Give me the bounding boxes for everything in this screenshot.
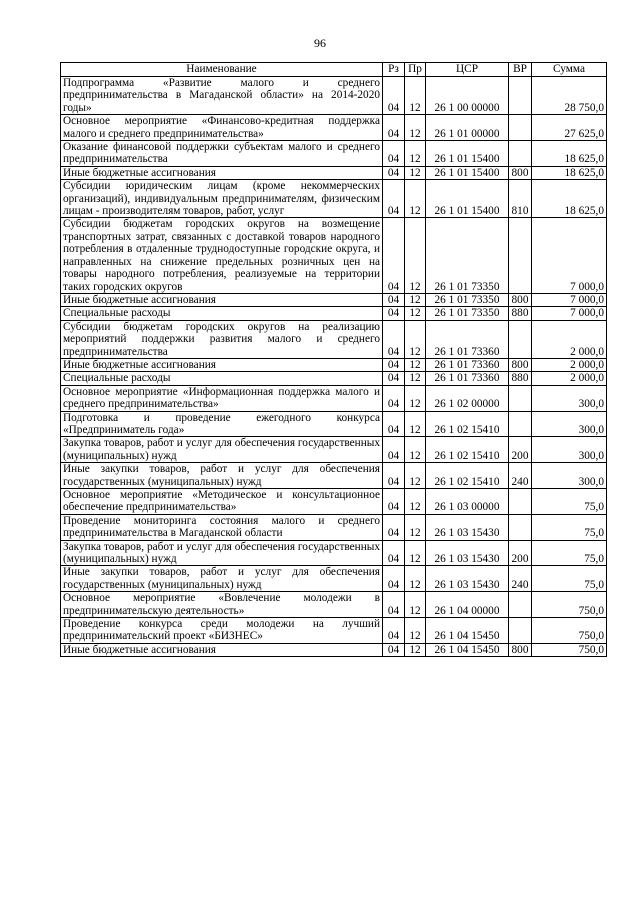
row-pr: 12 — [405, 385, 426, 411]
row-vr — [509, 514, 532, 540]
table-header-row — [61, 63, 607, 77]
row-pr: 12 — [405, 411, 426, 437]
row-pr: 12 — [405, 115, 426, 141]
row-sum: 300,0 — [532, 411, 607, 437]
table-row — [61, 463, 607, 489]
row-pr: 12 — [405, 218, 426, 293]
row-vr: 880 — [509, 307, 532, 320]
table-row — [61, 489, 607, 515]
row-csr: 26 1 01 73350 — [426, 293, 509, 306]
row-sum: 75,0 — [532, 489, 607, 515]
row-name: Проведение конкурса среди молодежи на лучший предпринимательский проект «БИЗНЕС» — [61, 618, 383, 644]
table-row — [61, 320, 607, 358]
row-pr: 12 — [405, 643, 426, 656]
row-vr: 810 — [509, 180, 532, 218]
row-pr: 12 — [405, 320, 426, 358]
row-name: Субсидии бюджетам городских округов на реализацию мероприятий поддержки развития малого и среднего предпринимательства — [61, 320, 383, 358]
table-row — [61, 385, 607, 411]
row-name: Основное мероприятие «Информационная поддержка малого и среднего предпринимательства» — [61, 385, 383, 411]
row-name: Субсидии юридическим лицам (кроме некоммерческих организаций), индивидуальным предпринимателям, физическим лицам - производителям товаров, работ, услуг — [61, 180, 383, 218]
row-csr: 26 1 03 15430 — [426, 566, 509, 592]
row-pr: 12 — [405, 592, 426, 618]
table-row — [61, 592, 607, 618]
row-rz: 04 — [383, 115, 405, 141]
row-name: Основное мероприятие «Финансово-кредитная поддержка малого и среднего предпринимательства» — [61, 115, 383, 141]
row-csr: 26 1 00 00000 — [426, 77, 509, 115]
row-rz: 04 — [383, 540, 405, 566]
row-rz: 04 — [383, 372, 405, 385]
table-row — [61, 180, 607, 218]
row-csr: 26 1 02 15410 — [426, 437, 509, 463]
table-row — [61, 218, 607, 293]
row-vr: 240 — [509, 566, 532, 592]
row-vr — [509, 218, 532, 293]
row-csr: 26 1 01 15400 — [426, 166, 509, 179]
header-pr: Пр — [405, 63, 426, 77]
header-vr: ВР — [509, 63, 532, 77]
row-pr: 12 — [405, 293, 426, 306]
row-sum: 7 000,0 — [532, 293, 607, 306]
row-rz: 04 — [383, 437, 405, 463]
row-pr: 12 — [405, 358, 426, 371]
row-vr: 880 — [509, 372, 532, 385]
row-vr — [509, 618, 532, 644]
row-vr: 800 — [509, 643, 532, 656]
row-csr: 26 1 01 15400 — [426, 180, 509, 218]
budget-table — [60, 62, 607, 657]
row-rz: 04 — [383, 463, 405, 489]
row-name: Субсидии бюджетам городских округов на возмещение транспортных затрат, связанных с доставкой товаров народного потребления в отдаленные труднодоступные городские округа, и направленных на снижение предельных розничных цен на товары народного потребления, реализуемые на территории таких городских округов — [61, 218, 383, 293]
row-rz: 04 — [383, 180, 405, 218]
row-sum: 18 625,0 — [532, 180, 607, 218]
row-csr: 26 1 04 15450 — [426, 643, 509, 656]
row-pr: 12 — [405, 141, 426, 167]
table-row — [61, 77, 607, 115]
row-vr — [509, 320, 532, 358]
row-rz: 04 — [383, 293, 405, 306]
table-row — [61, 566, 607, 592]
row-csr: 26 1 04 00000 — [426, 592, 509, 618]
row-vr: 800 — [509, 358, 532, 371]
row-name: Оказание финансовой поддержки субъектам малого и среднего предпринимательства — [61, 141, 383, 167]
row-vr: 800 — [509, 166, 532, 179]
row-csr: 26 1 02 15410 — [426, 411, 509, 437]
row-rz: 04 — [383, 592, 405, 618]
row-name: Иные бюджетные ассигнования — [61, 166, 383, 179]
row-sum: 75,0 — [532, 540, 607, 566]
row-rz: 04 — [383, 77, 405, 115]
table-row — [61, 293, 607, 306]
row-pr: 12 — [405, 437, 426, 463]
row-csr: 26 1 01 00000 — [426, 115, 509, 141]
row-pr: 12 — [405, 463, 426, 489]
row-rz: 04 — [383, 411, 405, 437]
table-row — [61, 115, 607, 141]
row-name: Специальные расходы — [61, 307, 383, 320]
row-csr: 26 1 03 15430 — [426, 540, 509, 566]
table-row — [61, 618, 607, 644]
row-vr — [509, 411, 532, 437]
row-csr: 26 1 01 73360 — [426, 358, 509, 371]
row-pr: 12 — [405, 180, 426, 218]
row-vr — [509, 489, 532, 515]
table-row — [61, 514, 607, 540]
table-row — [61, 411, 607, 437]
table-row — [61, 141, 607, 167]
table-row — [61, 540, 607, 566]
row-csr: 26 1 01 73360 — [426, 372, 509, 385]
page-number: 96 — [314, 36, 326, 50]
row-sum: 300,0 — [532, 463, 607, 489]
row-vr: 240 — [509, 463, 532, 489]
header-name: Наименование — [61, 63, 383, 77]
row-sum: 27 625,0 — [532, 115, 607, 141]
row-rz: 04 — [383, 643, 405, 656]
row-name: Иные закупки товаров, работ и услуг для обеспечения государственных (муниципальных) нужд — [61, 566, 383, 592]
row-rz: 04 — [383, 307, 405, 320]
row-pr: 12 — [405, 489, 426, 515]
table-row — [61, 437, 607, 463]
row-pr: 12 — [405, 307, 426, 320]
row-vr — [509, 385, 532, 411]
row-rz: 04 — [383, 514, 405, 540]
row-name: Основное мероприятие «Методическое и консультационное обеспечение предпринимательства» — [61, 489, 383, 515]
row-rz: 04 — [383, 166, 405, 179]
row-name: Иные бюджетные ассигнования — [61, 643, 383, 656]
row-rz: 04 — [383, 489, 405, 515]
table-row — [61, 166, 607, 179]
row-name: Подготовка и проведение ежегодного конкурса «Предприниматель года» — [61, 411, 383, 437]
row-csr: 26 1 01 15400 — [426, 141, 509, 167]
row-sum: 28 750,0 — [532, 77, 607, 115]
header-rz: Рз — [383, 63, 405, 77]
row-sum: 300,0 — [532, 437, 607, 463]
row-sum: 18 625,0 — [532, 166, 607, 179]
row-name: Специальные расходы — [61, 372, 383, 385]
row-csr: 26 1 01 73350 — [426, 307, 509, 320]
row-csr: 26 1 03 15430 — [426, 514, 509, 540]
row-sum: 750,0 — [532, 643, 607, 656]
row-sum: 2 000,0 — [532, 358, 607, 371]
row-csr: 26 1 04 15450 — [426, 618, 509, 644]
row-csr: 26 1 03 00000 — [426, 489, 509, 515]
row-sum: 7 000,0 — [532, 307, 607, 320]
row-name: Закупка товаров, работ и услуг для обеспечения государственных (муниципальных) нужд — [61, 437, 383, 463]
row-vr — [509, 77, 532, 115]
row-rz: 04 — [383, 141, 405, 167]
row-sum: 75,0 — [532, 566, 607, 592]
row-vr: 200 — [509, 437, 532, 463]
row-csr: 26 1 02 00000 — [426, 385, 509, 411]
row-pr: 12 — [405, 166, 426, 179]
table-row — [61, 643, 607, 656]
row-rz: 04 — [383, 618, 405, 644]
row-csr: 26 1 01 73360 — [426, 320, 509, 358]
row-name: Проведение мониторинга состояния малого и среднего предпринимательства в Магаданской области — [61, 514, 383, 540]
table-row — [61, 358, 607, 371]
table-row — [61, 372, 607, 385]
row-vr: 800 — [509, 293, 532, 306]
row-rz: 04 — [383, 218, 405, 293]
row-sum: 2 000,0 — [532, 372, 607, 385]
row-name: Подпрограмма «Развитие малого и среднего предпринимательства в Магаданской области» на 2014-2020 годы» — [61, 77, 383, 115]
row-pr: 12 — [405, 618, 426, 644]
row-sum: 75,0 — [532, 514, 607, 540]
row-name: Иные бюджетные ассигнования — [61, 293, 383, 306]
row-sum: 7 000,0 — [532, 218, 607, 293]
table-row — [61, 307, 607, 320]
row-vr: 200 — [509, 540, 532, 566]
row-rz: 04 — [383, 358, 405, 371]
row-name: Иные закупки товаров, работ и услуг для обеспечения государственных (муниципальных) нужд — [61, 463, 383, 489]
row-sum: 750,0 — [532, 592, 607, 618]
row-name: Закупка товаров, работ и услуг для обеспечения государственных (муниципальных) нужд — [61, 540, 383, 566]
row-name: Иные бюджетные ассигнования — [61, 358, 383, 371]
row-vr — [509, 592, 532, 618]
row-sum: 750,0 — [532, 618, 607, 644]
row-pr: 12 — [405, 566, 426, 592]
row-rz: 04 — [383, 566, 405, 592]
row-sum: 2 000,0 — [532, 320, 607, 358]
row-vr — [509, 115, 532, 141]
row-pr: 12 — [405, 540, 426, 566]
row-sum: 300,0 — [532, 385, 607, 411]
row-csr: 26 1 01 73350 — [426, 218, 509, 293]
header-csr: ЦСР — [426, 63, 509, 77]
row-csr: 26 1 02 15410 — [426, 463, 509, 489]
row-name: Основное мероприятие «Вовлечение молодежи в предпринимательскую деятельность» — [61, 592, 383, 618]
row-vr — [509, 141, 532, 167]
header-sum: Сумма — [532, 63, 607, 77]
row-pr: 12 — [405, 372, 426, 385]
row-pr: 12 — [405, 514, 426, 540]
row-rz: 04 — [383, 385, 405, 411]
row-sum: 18 625,0 — [532, 141, 607, 167]
row-rz: 04 — [383, 320, 405, 358]
row-pr: 12 — [405, 77, 426, 115]
